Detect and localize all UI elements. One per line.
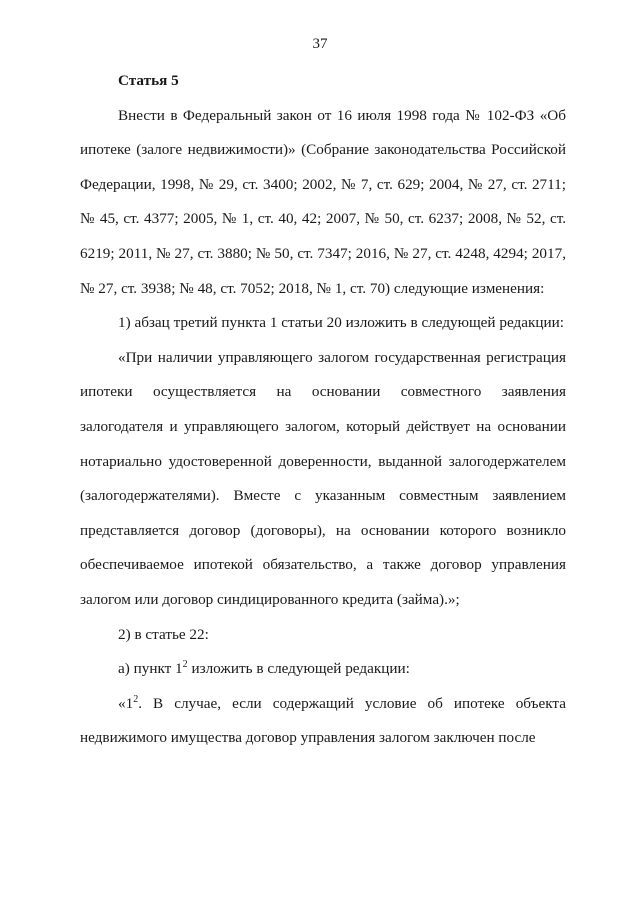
quoted-text-2 bbox=[80, 687, 566, 756]
article-heading: Статья 5 bbox=[118, 72, 179, 89]
item-2a-prefix: а) пункт 1 bbox=[118, 660, 183, 678]
quote-2-suffix: . В случае, если содержащий условие об ипотеке объекта недвижимого имущества договор управления залогом заключен после bbox=[80, 694, 566, 747]
quote-2-prefix: «1 bbox=[118, 694, 134, 712]
item-2a-superscript: 2 bbox=[182, 659, 188, 671]
document-body bbox=[80, 64, 566, 756]
intro-paragraph: Внести в Федеральный закон от 16 июля 1998 года № 102-ФЗ «Об ипотеке (залоге недвижимости)» (Собрание законодательства Российской Федерации, 1998, № 29, ст. 3400; 2002, № 7, ст. 629; 2004, № 27, ст. 2711; № 45, ст. 4377; 2005, № 1, ст. 40, 42; 2007, № 50, ст. 6237; 2008, № 52, ст. 6219; 2011, № 27, ст. 3880; № 50, ст. 7347; 2016, № 27, ст. 4248, 4294; 2017, № 27, ст. 3938; № 48, ст. 7052; 2018, № 1, ст. 70) следующие изменения: bbox=[80, 106, 566, 297]
amendment-item-2a bbox=[80, 652, 566, 687]
amendment-item-2: 2) в статье 22: bbox=[118, 625, 209, 643]
quoted-text-1: «При наличии управляющего залогом государственная регистрация ипотеки осуществляется на основании совместного заявления залогодателя и управляющего залогом, который действует на основании нотариально удостоверенной доверенности, выданной залогодержателем (залогодержателями). Вместе с указанным совместным заявлением представляется договор (договоры), на основании которого возникло обеспечиваемое ипотекой обязательство, а также договор управления залогом или договор синдицированного кредита (займа).»; bbox=[80, 348, 566, 608]
amendment-item-1: 1) абзац третий пункта 1 статьи 20 изложить в следующей редакции: bbox=[118, 314, 564, 332]
quote-2-superscript: 2 bbox=[133, 693, 139, 705]
item-2a-suffix: изложить в следующей редакции: bbox=[187, 660, 410, 678]
page-number: 37 bbox=[312, 36, 328, 52]
